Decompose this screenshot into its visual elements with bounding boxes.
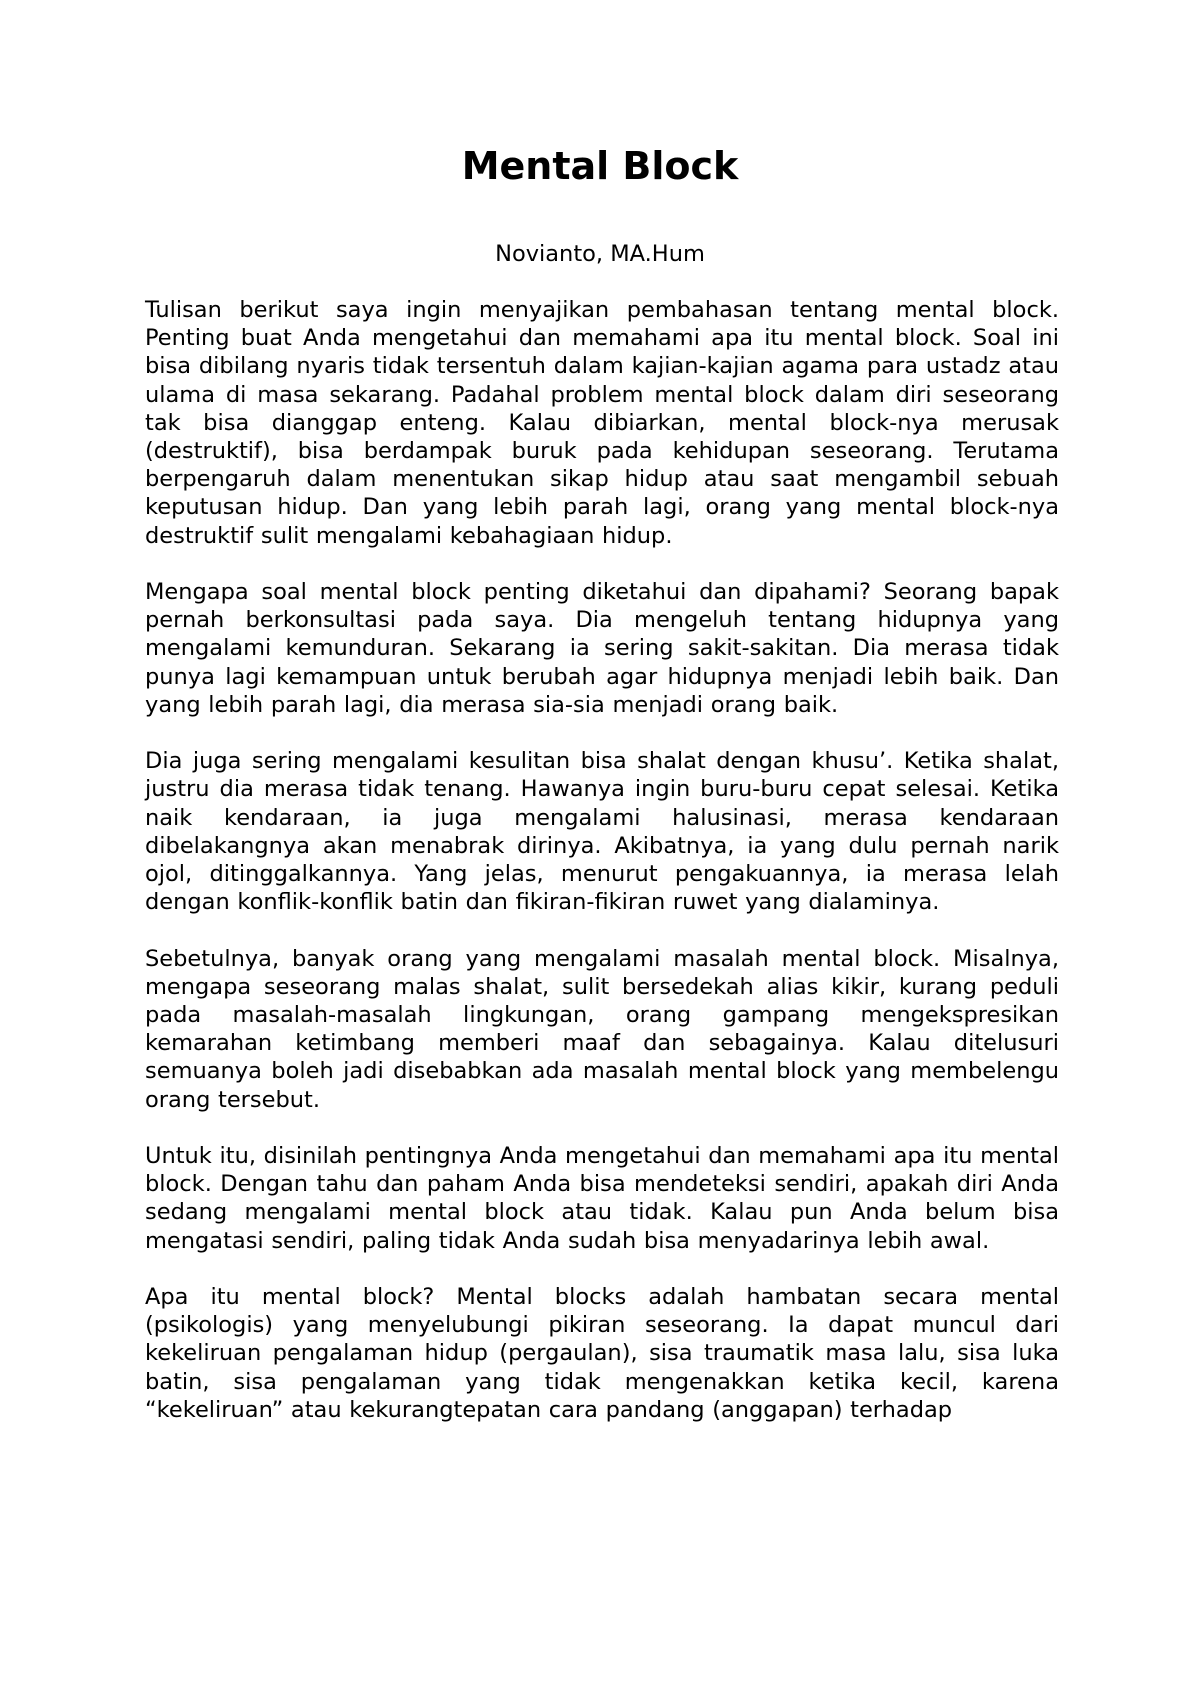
paragraph-5: Untuk itu, disinilah pentingnya Anda mengetahui dan memahami apa itu mental block. Dengan tahu dan paham Anda bisa mendeteksi sendiri, apakah diri Anda sedang mengalami mental block atau tidak. Kalau pun Anda belum bisa mengatasi sendiri, paling tidak Anda sudah bisa menyadarinya lebih awal. [145, 1143, 1059, 1254]
paragraph-2: Mengapa soal mental block penting diketahui dan dipahami? Seorang bapak pernah berkonsultasi pada saya. Dia mengeluh tentang hidupnya yang mengalami kemunduran. Sekarang ia sering sakit-sakitan. Dia merasa tidak punya lagi kemampuan untuk berubah agar hidupnya menjadi lebih baik. Dan yang lebih parah lagi, dia merasa sia-sia menjadi orang baik. [145, 579, 1059, 718]
document-author: Novianto, MA.Hum [495, 241, 705, 267]
paragraph-6: Apa itu mental block? Mental blocks adalah hambatan secara mental (psikologis) yang menyelubungi pikiran seseorang. Ia dapat muncul dari kekeliruan pengalaman hidup (pergaulan), sisa traumatik masa lalu, sisa luka batin, sisa pengalaman yang tidak mengenakkan ketika kecil, karena “kekeliruan” atau kekurangtepatan cara pandang (anggapan) terhadap [145, 1284, 1059, 1423]
paragraph-4: Sebetulnya, banyak orang yang mengalami masalah mental block. Misalnya, mengapa seseorang malas shalat, sulit bersedekah alias kikir, kurang peduli pada masalah-masalah lingkungan, orang gampang mengekspresikan kemarahan ketimbang memberi maaf dan sebagainya. Kalau ditelusuri semuanya boleh jadi disebabkan ada masalah mental block yang membelengu orang tersebut. [145, 945, 1059, 1113]
document-title: Mental Block [461, 144, 739, 188]
paragraph-1: Tulisan berikut saya ingin menyajikan pembahasan tentang mental block. Penting buat Anda mengetahui dan memahami apa itu mental block. Soal ini bisa dibilang nyaris tidak tersentuh dalam kajian-kajian agama para ustadz atau ulama di masa sekarang. Padahal problem mental block dalam diri seseorang tak bisa dianggap enteng. Kalau dibiarkan, mental block-nya merusak (destruktif), bisa berdampak buruk pada kehidupan seseorang. Terutama berpengaruh dalam menentukan sikap hidup atau saat mengambil sebuah keputusan hidup. Dan yang lebih parah lagi, orang yang mental block-nya destruktif sulit mengalami kebahagiaan hidup. [145, 297, 1059, 549]
document-body [145, 296, 1059, 1452]
paragraph-3: Dia juga sering mengalami kesulitan bisa shalat dengan khusu’. Ketika shalat, justru dia merasa tidak tenang. Hawanya ingin buru-buru cepat selesai. Ketika naik kendaraan, ia juga mengalami halusinasi, merasa kendaraan dibelakangnya akan menabrak dirinya. Akibatnya, ia yang dulu pernah narik ojol, ditinggalkannya. Yang jelas, menurut pengakuannya, ia merasa lelah dengan konflik-konflik batin dan fikiran-fikiran ruwet yang dialaminya. [145, 748, 1059, 916]
